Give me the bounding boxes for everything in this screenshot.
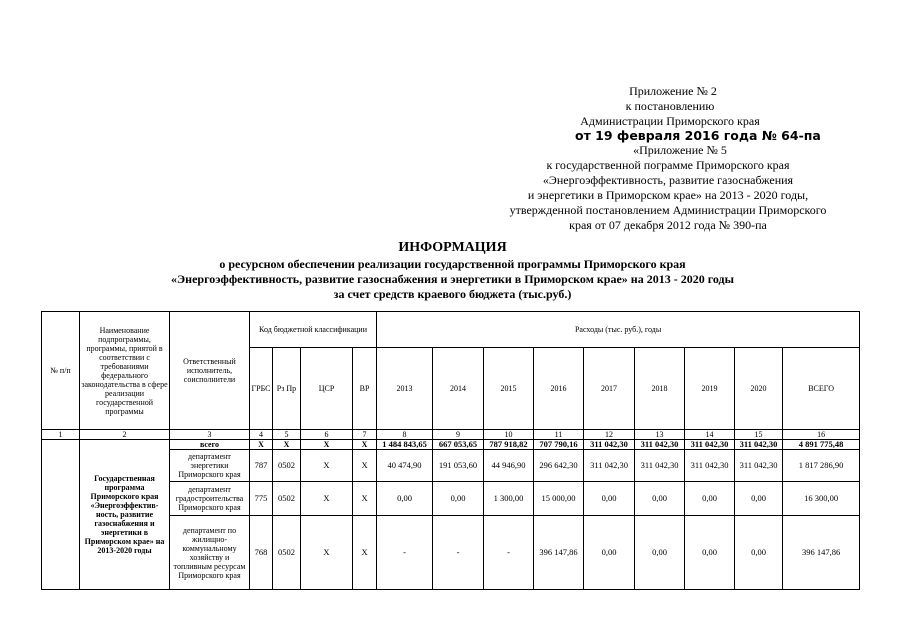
csr-cell: Х: [301, 482, 353, 516]
column-number: 7: [353, 430, 377, 440]
document-subtitle: [0, 257, 905, 302]
header-num: № п/п: [42, 312, 80, 430]
annex-block-2: [520, 99, 820, 129]
header-rzpr: Рз Пр: [273, 348, 301, 430]
value-cell: 311 042,30: [735, 440, 783, 450]
header-year: 2016: [534, 348, 584, 430]
grbs-cell: 768: [250, 516, 273, 590]
header-name: Наименование подпрограммы, программы, приятой в соответствии с требованиями федерального законодательства в сфере реализации государственной программы: [80, 312, 170, 430]
value-cell: 0,00: [685, 482, 735, 516]
column-number: 13: [635, 430, 685, 440]
column-number: 9: [433, 430, 484, 440]
header-year: 2017: [584, 348, 635, 430]
column-number: 10: [484, 430, 534, 440]
annex-line: Приложение № 2: [629, 84, 717, 98]
rzpr-cell: 0502: [273, 482, 301, 516]
rzpr-cell: 0502: [273, 516, 301, 590]
document-heading: [0, 240, 905, 256]
header-budget-code: Код бюджетной классификации: [250, 312, 377, 348]
program-reference: [488, 158, 848, 233]
vr-cell: Х: [353, 482, 377, 516]
value-cell: 311 042,30: [635, 450, 685, 482]
column-number: 6: [301, 430, 353, 440]
value-cell: 0,00: [635, 482, 685, 516]
value-cell: 44 946,90: [484, 450, 534, 482]
header-total: ВСЕГО: [783, 348, 860, 430]
header-csr: ЦСР: [301, 348, 353, 430]
executor-cell: департамент градостроительства Приморского края: [170, 482, 250, 516]
annex-line: «Приложение № 5: [633, 143, 727, 157]
total-cell: 1 817 286,90: [783, 450, 860, 482]
header-year: 2014: [433, 348, 484, 430]
subtitle-line: за счет средств краевого бюджета (тыс.руб.): [333, 287, 572, 301]
value-cell: 40 474,90: [377, 450, 433, 482]
header-year: 2019: [685, 348, 735, 430]
column-number: 1: [42, 430, 80, 440]
annex-line: и энергетики в Приморском крае» на 2013 - 2020 годы,: [527, 188, 809, 202]
annex-line: утвержденной постановлением Администрации Приморского: [509, 203, 827, 217]
table-row: [42, 440, 860, 450]
column-numbers-row: [42, 430, 860, 440]
grbs-cell: 775: [250, 482, 273, 516]
value-cell: 311 042,30: [635, 440, 685, 450]
value-cell: 0,00: [584, 516, 635, 590]
value-cell: 667 053,65: [433, 440, 484, 450]
csr-cell: Х: [301, 450, 353, 482]
executor-cell: департамент по жилищно-коммунальному хозяйству и топливным ресурсам Приморского края: [170, 516, 250, 590]
heading-text: ИНФОРМАЦИЯ: [398, 240, 507, 255]
annex-line: «Энергоэффективность, развитие газоснабжения: [542, 173, 794, 187]
vr-cell: Х: [353, 516, 377, 590]
value-cell: 0,00: [584, 482, 635, 516]
header-vr: ВР: [353, 348, 377, 430]
annex-line: к государственной пограмме Приморского края: [546, 158, 790, 172]
column-number: 3: [170, 430, 250, 440]
decree-stamp: [575, 128, 835, 143]
column-number: 5: [273, 430, 301, 440]
value-cell: 296 642,30: [534, 450, 584, 482]
resource-table: [41, 311, 860, 590]
annex-line: края от 07 декабря 2012 года № 390-па: [569, 218, 767, 232]
vr-cell: Х: [353, 450, 377, 482]
header-year: 2015: [484, 348, 534, 430]
decree-stamp-text: от 19 февраля 2016 года № 64-па: [575, 128, 821, 143]
executor-cell: всего: [170, 440, 250, 450]
total-cell: 4 891 775,48: [783, 440, 860, 450]
value-cell: 0,00: [735, 516, 783, 590]
value-cell: 707 790,16: [534, 440, 584, 450]
value-cell: 311 042,30: [584, 450, 635, 482]
value-cell: -: [377, 516, 433, 590]
header-year: 2013: [377, 348, 433, 430]
column-number: 15: [735, 430, 783, 440]
vr-cell: Х: [353, 440, 377, 450]
annex-line: Администрации Приморского края: [580, 114, 760, 128]
grbs-cell: 787: [250, 450, 273, 482]
header-year: 2020: [735, 348, 783, 430]
annex-line-block: [590, 143, 770, 158]
value-cell: 0,00: [735, 482, 783, 516]
header-expenses: Расходы (тыс. руб.), годы: [377, 312, 860, 348]
value-cell: 0,00: [635, 516, 685, 590]
value-cell: 0,00: [685, 516, 735, 590]
column-number: 11: [534, 430, 584, 440]
total-cell: 396 147,86: [783, 516, 860, 590]
grbs-cell: Х: [250, 440, 273, 450]
value-cell: 1 300,00: [484, 482, 534, 516]
header-year: 2018: [635, 348, 685, 430]
row-num-cell: [42, 440, 80, 590]
rzpr-cell: Х: [273, 440, 301, 450]
value-cell: 311 042,30: [685, 450, 735, 482]
value-cell: 15 000,00: [534, 482, 584, 516]
value-cell: 0,00: [433, 482, 484, 516]
column-number: 16: [783, 430, 860, 440]
value-cell: -: [433, 516, 484, 590]
value-cell: 311 042,30: [685, 440, 735, 450]
csr-cell: Х: [301, 440, 353, 450]
column-number: 14: [685, 430, 735, 440]
column-number: 12: [584, 430, 635, 440]
annex-block: [598, 84, 748, 99]
header-grbs: ГРБС: [250, 348, 273, 430]
value-cell: 787 918,82: [484, 440, 534, 450]
value-cell: 191 053,60: [433, 450, 484, 482]
rzpr-cell: 0502: [273, 450, 301, 482]
value-cell: -: [484, 516, 534, 590]
subtitle-line: «Энергоэффективность, развитие газоснабжения и энергетики в Приморском крае» на 2013 - 2020 годы: [171, 272, 734, 286]
value-cell: 0,00: [377, 482, 433, 516]
column-number: 4: [250, 430, 273, 440]
value-cell: 1 484 843,65: [377, 440, 433, 450]
column-number: 8: [377, 430, 433, 440]
csr-cell: Х: [301, 516, 353, 590]
annex-line: к постановлению: [625, 99, 715, 113]
column-number: 2: [80, 430, 170, 440]
value-cell: 311 042,30: [735, 450, 783, 482]
header-executor: Ответственный исполнитель, соисполнители: [170, 312, 250, 430]
subtitle-line: о ресурсном обеспечении реализации государственной программы Приморского края: [219, 257, 686, 271]
executor-cell: департамент энергетики Приморского края: [170, 450, 250, 482]
total-cell: 16 300,00: [783, 482, 860, 516]
value-cell: 311 042,30: [584, 440, 635, 450]
program-name: Государственная программа Приморского края «Энергоэффектив-ность, развитие газоснабжения и энергетики в Приморском крае» на 2013-2020 годы: [80, 440, 170, 590]
value-cell: 396 147,86: [534, 516, 584, 590]
